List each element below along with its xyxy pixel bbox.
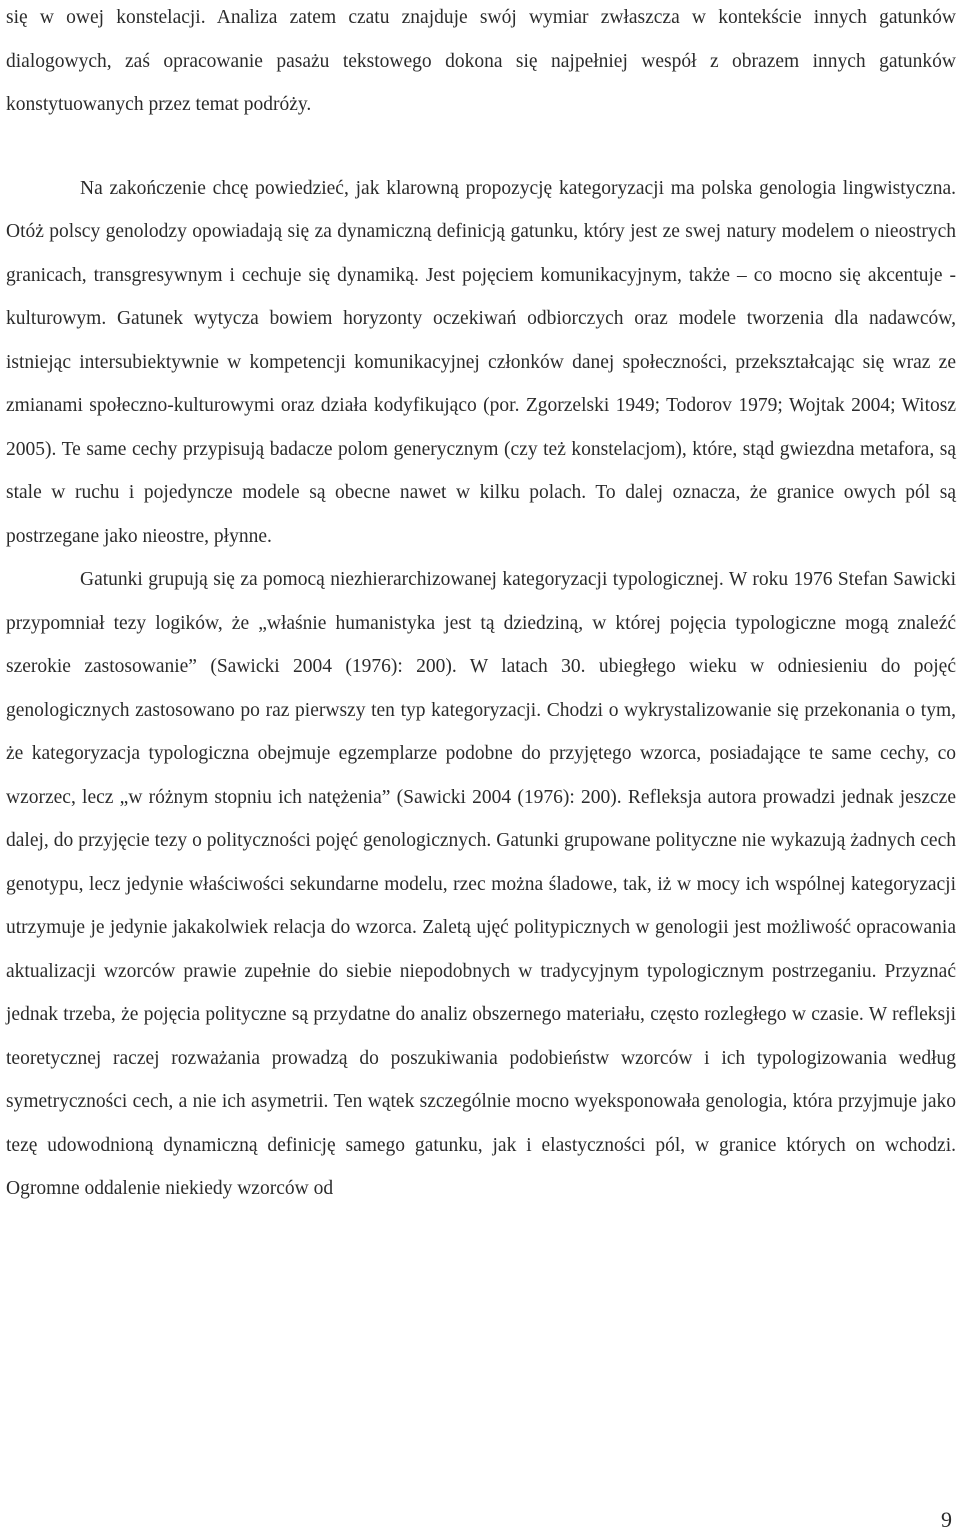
paragraph-3: Gatunki grupują się za pomocą niezhierarchizowanej kategoryzacji typologicznej. W roku 1976 Stefan Sawicki przypomniał tezy logików, że „właśnie humanistyka jest tą dziedziną, w której pojęcia typologiczne mogą znaleźć szerokie zastosowanie” (Sawicki 2004 (1976): 200). W latach 30. ubiegłego wieku w odniesieniu do pojęć genologicznych zastosowano po raz pierwszy ten typ kategoryzacji. Chodzi o wykrystalizowanie się przekonania o tym, że kategoryzacja typologiczna obejmuje egzemplarze podobne do przyjętego wzorca, posiadające te same cechy, co wzorzec, lecz „w różnym stopniu ich natężenia” (Sawicki 2004 (1976): 200). Refleksja autora prowadzi jednak jeszcze dalej, do przyjęcie tezy o polityczności pojęć genologicznych. Gatunki grupowane polityczne nie wykazują żadnych cech genotypu, lecz jedynie właściwości sekundarne modelu, rzec można śladowe, tak, iż w mocy ich wspólnej kategoryzacji utrzymuje je jedynie jakakolwiek relacja do wzorca. Zaletą ujęć politypicznych w genologii jest możliwość opracowania aktualizacji wzorców prawie zupełnie do siebie niepodobnych w tradycyjnym typologicznym postrzeganiu. Przyznać jednak trzeba, że pojęcia polityczne są przydatne do analiz obszernego materiału, często rozległego w czasie. W refleksji teoretycznej raczej rozważania prowadzą do poszukiwania podobieństw wzorców i ich typologizowania według symetryczności cech, a nie ich asymetrii. Ten wątek szczególnie mocno wyeksponowała genologia, która przyjmuje jako tezę udowodnioną dynamiczną definicję samego gatunku, jak i elastyczności pól, w granice których on wchodzi. Ogromne oddalenie niekiedy wzorców od	[6, 569, 956, 1199]
paragraph-2: Na zakończenie chcę powiedzieć, jak klarowną propozycję kategoryzacji ma polska genologia lingwistyczna. Otóż polscy genolodzy opowiadają się za dynamiczną definicją gatunku, który jest ze swej natury modelem o nieostrych granicach, transgresywnym i cechuje się dynamiką. Jest pojęciem komunikacyjnym, także – co mocno się akcentuje - kulturowym. Gatunek wytycza bowiem horyzonty oczekiwań odbiorczych oraz modele tworzenia dla nadawców, istniejąc intersubiektywnie w kompetencji komunikacyjnej członków danej społeczności, przekształcając się wraz ze zmianami społeczno-kulturowymi oraz działa kodyfikująco (por. Zgorzelski 1949; Todorov 1979; Wojtak 2004; Witosz 2005). Te same cechy przypisują badacze polom generycznym (czy też konstelacjom), które, stąd gwiezdna metafora, są stale w ruchu i pojedyncze modele są obecne nawet w kilku polach. To dalej oznacza, że granice owych pól są postrzegane jako nieostre, płynne.	[6, 177, 956, 547]
page-number: 9	[941, 1507, 952, 1532]
paragraph-1: się w owej konstelacji. Analiza zatem czatu znajduje swój wymiar zwłaszcza w kontekście innych gatunków dialogowych, zaś opracowanie pasażu tekstowego dokona się najpełniej wespół z obrazem innych gatunków konstytuowanych przez temat podróży.	[6, 7, 956, 115]
document-page	[6, 0, 956, 1211]
